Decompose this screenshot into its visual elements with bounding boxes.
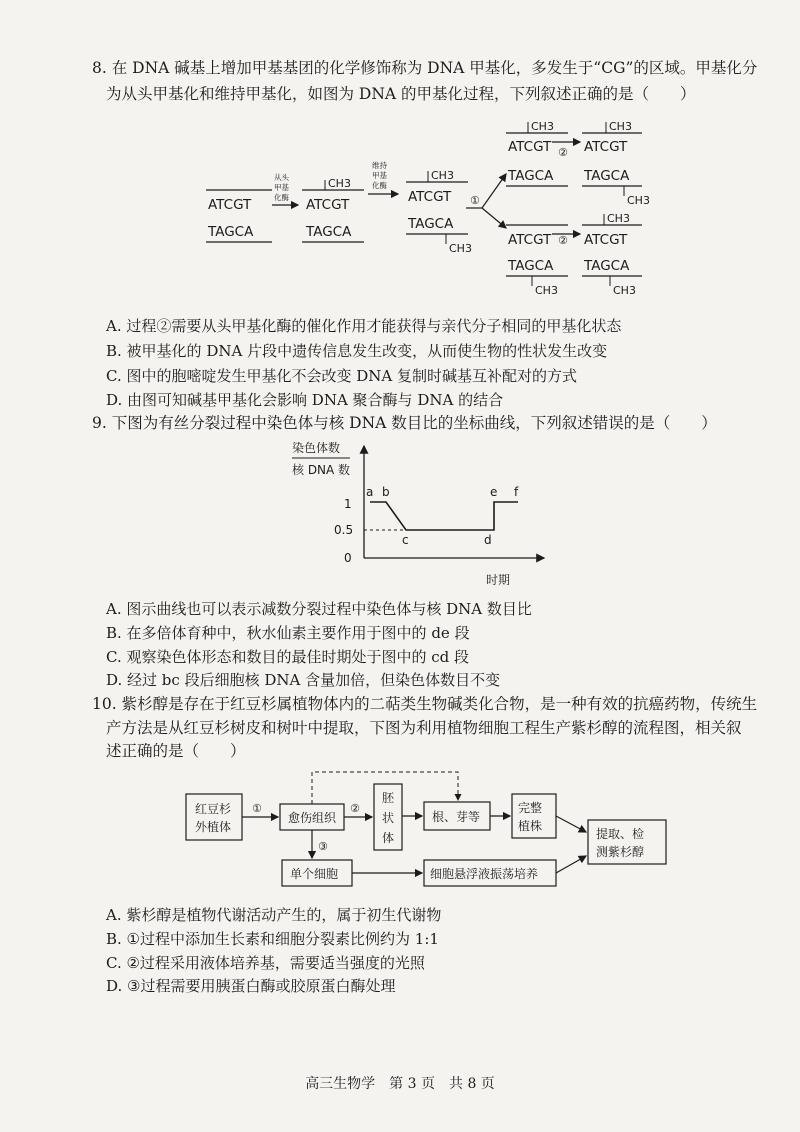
q10-option-a: A. 紫杉醇是植物代谢活动产生的，属于初生代谢物	[106, 906, 442, 924]
step-1-marker: ①	[252, 802, 262, 815]
dna5-top-strand: ATCGT	[584, 139, 628, 155]
dna6-top-strand: ATCGT	[508, 232, 552, 248]
q8-option-a: A. 过程②需要从头甲基化酶的催化作用才能获得与亲代分子相同的甲基化状态	[106, 317, 622, 335]
process-2-marker-lower: ②	[558, 234, 568, 247]
dna3-methyl-top: CH3	[431, 169, 454, 182]
q10-option-c: C. ②过程采用液体培养基，需要适当强度的光照	[106, 954, 425, 972]
dna6-bottom-strand: TAGCA	[508, 258, 554, 274]
maintain-label-2: 甲基	[372, 171, 387, 180]
point-label-b: b	[382, 485, 390, 499]
q8-option-c: C. 图中的胞嘧啶发生甲基化不会改变 DNA 复制时碱基互补配对的方式	[106, 367, 578, 385]
dna5-bottom-strand: TAGCA	[584, 168, 630, 184]
q10-option-d: D. ③过程需要用胰蛋白酶或胶原蛋白酶处理	[106, 977, 396, 995]
extract-label-2: 测紫杉醇	[596, 845, 645, 859]
dna5-methyl-bottom: CH3	[627, 194, 650, 207]
q8-option-d: D. 由图可知碱基甲基化会影响 DNA 聚合酶与 DNA 的结合	[106, 391, 504, 409]
ratio-curve	[370, 502, 518, 530]
single-cell-label: 单个细胞	[290, 867, 339, 881]
dna7-methyl-bottom: CH3	[613, 284, 636, 297]
q10-option-b: B. ①过程中添加生长素和细胞分裂素比例约为 1:1	[106, 930, 439, 948]
y-axis-label-line1: 染色体数	[292, 441, 341, 455]
dna6-methyl: CH3	[535, 284, 558, 297]
maintain-label-1: 维持	[372, 161, 387, 170]
roots-label: 根、芽等	[432, 810, 481, 824]
y-axis-label-line2: 核 DNA 数	[292, 463, 351, 477]
q8-dna-methylation-figure	[180, 108, 660, 308]
extract-label-1: 提取、检	[596, 827, 645, 841]
dna2-top-strand: ATCGT	[306, 197, 350, 213]
dna4-top-strand: ATCGT	[508, 139, 552, 155]
plant-label-1: 红豆杉	[195, 802, 232, 816]
q9-stem-line1: 9. 下图为有丝分裂过程中染色体与核 DNA 数目比的坐标曲线，下列叙述错误的是（ ）	[92, 414, 717, 432]
q9-option-b: B. 在多倍体育种中，秋水仙素主要作用于图中的 de 段	[106, 624, 470, 642]
dna7-bottom-strand: TAGCA	[584, 258, 630, 274]
page-footer: 高三生物学 第 3 页 共 8 页	[305, 1076, 495, 1092]
process-1-marker: ①	[470, 194, 480, 207]
de-novo-label-1: 从头	[274, 173, 289, 182]
q8-stem-line1: 8. 在 DNA 碱基上增加甲基基团的化学修饰称为 DNA 甲基化，多发生于“CG”的区域。甲基化分	[92, 59, 758, 77]
q9-option-a: A. 图示曲线也可以表示减数分裂过程中染色体与核 DNA 数目比	[106, 600, 532, 618]
dna7-top-strand: ATCGT	[584, 232, 628, 248]
step-3-marker: ③	[318, 840, 328, 853]
embryo-label-2: 状	[382, 811, 395, 825]
dna4-methyl: CH3	[531, 120, 554, 133]
dna3-bottom-strand: TAGCA	[408, 216, 454, 232]
dna5-methyl-top: CH3	[609, 120, 632, 133]
x-axis-label: 时期	[486, 573, 511, 586]
suspension-label: 细胞悬浮液振荡培养	[430, 867, 539, 881]
point-label-c: c	[402, 533, 409, 547]
q9-option-c: C. 观察染色体形态和数目的最佳时期处于图中的 cd 段	[106, 648, 470, 666]
point-label-e: e	[490, 485, 498, 499]
dna2-methyl: CH3	[328, 177, 351, 190]
q8-stem-line2: 为从头甲基化和维持甲基化，如图为 DNA 的甲基化过程，下列叙述正确的是（ ）	[106, 85, 696, 103]
whole-plant-label-1: 完整	[518, 801, 543, 815]
maintain-label-3: 化酶	[372, 181, 387, 190]
q10-stem-line2: 产方法是从红豆杉树皮和树叶中提取，下图为利用植物细胞工程生产紫杉醇的流程图，相关叙	[106, 719, 742, 737]
de-novo-label-3: 化酶	[274, 193, 289, 202]
process-2-marker-upper: ②	[558, 146, 568, 159]
q8-option-b: B. 被甲基化的 DNA 片段中遗传信息发生改变，从而使生物的性状发生改变	[106, 342, 608, 360]
dna7-methyl-top: CH3	[607, 212, 630, 225]
y-tick-1: 1	[344, 497, 352, 511]
q10-flowchart	[178, 760, 678, 896]
embryo-label-1: 胚	[382, 791, 395, 805]
callus-label: 愈伤组织	[288, 811, 337, 825]
embryo-label-3: 体	[382, 831, 395, 845]
step-2-marker: ②	[350, 802, 360, 815]
de-novo-label-2: 甲基	[274, 183, 289, 192]
y-tick-0-5: 0.5	[334, 523, 354, 537]
dna3-top-strand: ATCGT	[408, 189, 452, 205]
q9-option-d: D. 经过 bc 段后细胞核 DNA 含量加倍，但染色体数目不变	[106, 671, 501, 689]
whole-plant-label-2: 植株	[518, 819, 543, 833]
dna4-bottom-strand: TAGCA	[508, 168, 554, 184]
dna1-bottom-strand: TAGCA	[208, 224, 254, 240]
q10-stem-line3: 述正确的是（ ）	[106, 742, 246, 760]
dna1-top-strand: ATCGT	[208, 197, 252, 213]
dna3-methyl-bottom: CH3	[449, 242, 472, 255]
point-label-a: a	[366, 485, 374, 499]
q9-chromosome-dna-ratio-chart	[282, 436, 552, 586]
point-label-f: f	[514, 485, 519, 499]
point-label-d: d	[484, 533, 492, 547]
plant-label-2: 外植体	[195, 820, 232, 834]
dna2-bottom-strand: TAGCA	[306, 224, 352, 240]
y-tick-0: 0	[344, 551, 352, 565]
q10-stem-line1: 10. 紫杉醇是存在于红豆杉属植物体内的二萜类生物碱类化合物，是一种有效的抗癌药物，传统生	[92, 695, 758, 713]
